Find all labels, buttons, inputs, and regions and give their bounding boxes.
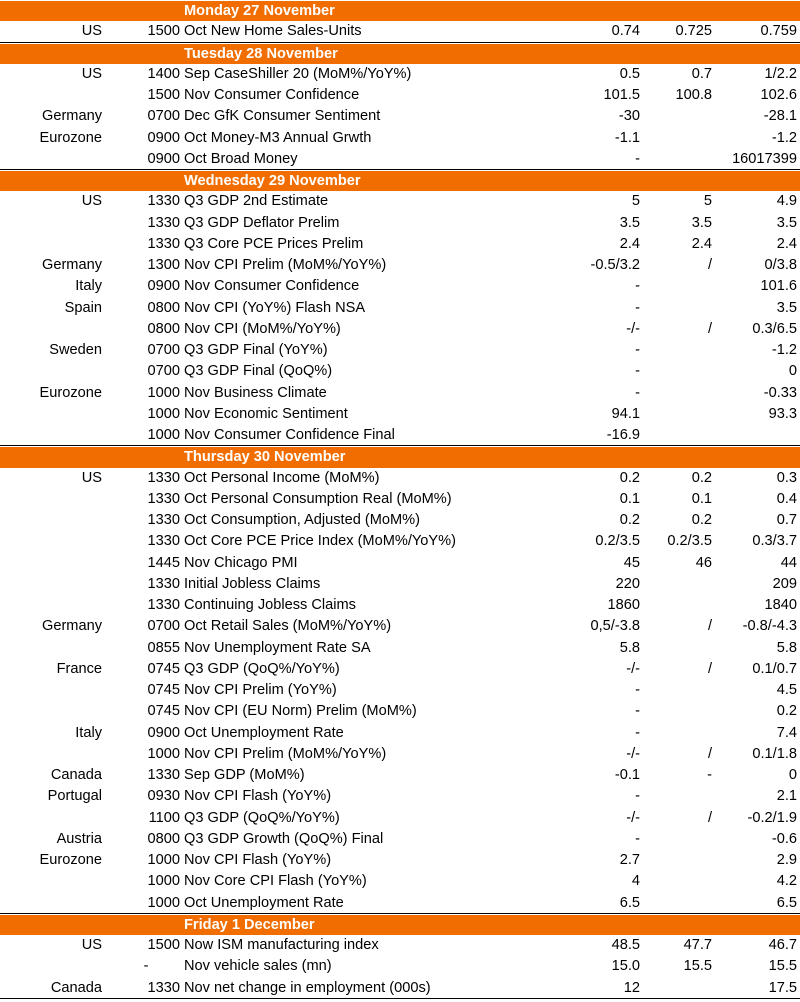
previous-cell: 16017399: [732, 150, 797, 167]
event-row: [0, 128, 800, 149]
event-cell: Oct Consumption, Adjusted (MoM%): [184, 512, 421, 528]
event-row: [0, 701, 800, 722]
time-cell: 1330: [147, 512, 180, 528]
forecast-cell: 2.4: [619, 235, 640, 252]
event-cell: Nov CPI Flash (YoY%): [184, 788, 332, 805]
event-row: [0, 553, 800, 574]
event-row: [0, 213, 800, 234]
forecast-cell: 12: [623, 979, 640, 996]
previous-cell: 102.6: [760, 87, 797, 103]
event-cell: Nov CPI (YoY%) Flash NSA: [184, 299, 366, 316]
time-cell: 1100: [148, 809, 180, 826]
previous-cell: 17.5: [768, 979, 797, 996]
event-row: [0, 276, 800, 297]
event-row: [0, 680, 800, 701]
previous-cell: 46.7: [768, 937, 797, 953]
forecast-cell: -0.1: [614, 767, 640, 783]
time-cell: 1330: [147, 979, 180, 996]
previous-cell: 0.3/6.5: [752, 320, 797, 337]
previous-cell: 44: [780, 554, 797, 571]
forecast-cell: -: [635, 384, 640, 401]
time-cell: 1330: [147, 214, 180, 231]
previous-cell: 0.1/0.7: [752, 660, 797, 677]
event-cell: Nov Core CPI Flash (YoY%): [184, 873, 367, 890]
time-cell: 1500: [147, 23, 180, 40]
event-row: [0, 744, 800, 765]
time-cell: 0745: [147, 660, 180, 677]
consensus-cell: 0.2: [691, 512, 712, 528]
country-cell: Portugal: [47, 788, 102, 805]
time-cell: 0800: [147, 320, 180, 337]
event-row: [0, 64, 800, 85]
time-cell: 1000: [147, 745, 180, 762]
event-cell: Oct Personal Income (MoM%): [184, 469, 380, 486]
previous-cell: 4.5: [776, 682, 797, 698]
time-cell: 0700: [147, 618, 180, 635]
previous-cell: 15.5: [768, 958, 797, 975]
time-cell: -: [143, 958, 149, 975]
time-cell: 1400: [147, 65, 180, 82]
event-cell: Dec GfK Consumer Sentiment: [184, 108, 381, 125]
event-row: [0, 85, 800, 106]
previous-cell: 7.4: [776, 724, 797, 741]
country-cell: Italy: [75, 724, 102, 741]
event-cell: Q3 GDP Growth (QoQ%) Final: [184, 830, 384, 847]
consensus-cell: 0.2: [691, 469, 712, 486]
event-row: [0, 893, 800, 914]
previous-cell: -1.2: [771, 342, 797, 358]
forecast-cell: 94.1: [611, 405, 640, 422]
event-cell: Oct New Home Sales-Units: [184, 23, 362, 40]
time-cell: 1000: [147, 873, 180, 890]
country-cell: Canada: [50, 767, 102, 783]
forecast-cell: 220: [615, 575, 640, 592]
time-cell: 0700: [147, 342, 180, 358]
day-header: Thursday 30 November: [0, 446, 800, 467]
time-cell: 0800: [147, 299, 180, 316]
previous-cell: 0.3: [776, 469, 797, 486]
event-cell: Nov CPI Flash (YoY%): [184, 852, 332, 868]
time-cell: 1330: [147, 469, 180, 486]
event-row: [0, 808, 800, 829]
day-section: [0, 446, 800, 914]
previous-cell: 2.9: [776, 852, 797, 868]
event-row: [0, 638, 800, 659]
event-row: [0, 404, 800, 425]
forecast-cell: 0.5: [619, 65, 640, 82]
time-cell: 1000: [147, 384, 180, 401]
event-row: [0, 149, 800, 170]
event-row: [0, 191, 800, 212]
time-cell: 1300: [147, 257, 180, 273]
time-cell: 1000: [147, 405, 180, 422]
forecast-cell: -/-: [626, 320, 640, 337]
time-cell: 0930: [147, 788, 180, 805]
country-cell: Eurozone: [39, 852, 102, 868]
previous-cell: -1.2: [771, 129, 797, 146]
event-cell: Nov net change in employment (000s): [184, 979, 431, 996]
consensus-cell: 47.7: [683, 937, 712, 953]
consensus-cell: -: [707, 767, 712, 783]
event-cell: Nov CPI Prelim (YoY%): [184, 682, 337, 698]
forecast-cell: 0.74: [611, 23, 640, 40]
previous-cell: 0.7: [776, 512, 797, 528]
event-row: [0, 956, 800, 977]
event-cell: Sep CaseShiller 20 (MoM%/YoY%): [184, 65, 412, 82]
forecast-cell: 0.2: [619, 512, 640, 528]
forecast-cell: -/-: [626, 660, 640, 677]
previous-cell: 4.9: [776, 193, 797, 210]
time-cell: 0700: [147, 108, 180, 125]
event-cell: Nov CPI Prelim (MoM%/YoY%): [184, 257, 387, 273]
time-cell: 1330: [147, 575, 180, 592]
event-cell: Nov Chicago PMI: [184, 554, 298, 571]
event-row: [0, 298, 800, 319]
time-cell: 1500: [147, 937, 180, 953]
previous-cell: 0: [788, 363, 797, 380]
forecast-cell: -0.5/3.2: [590, 257, 640, 273]
previous-cell: 0/3.8: [764, 257, 797, 273]
event-cell: Sep GDP (MoM%): [184, 767, 305, 783]
previous-cell: 1/2.2: [764, 65, 797, 82]
day-section: [0, 0, 800, 43]
event-row: [0, 574, 800, 595]
forecast-cell: -: [635, 363, 640, 380]
forecast-cell: 2.7: [619, 852, 640, 868]
time-cell: 1330: [147, 767, 180, 783]
previous-cell: 5.8: [776, 639, 797, 656]
day-header: Monday 27 November: [0, 0, 800, 21]
forecast-cell: 0,5/-3.8: [590, 618, 640, 635]
consensus-cell: 100.8: [675, 87, 712, 103]
previous-cell: -0.8/-4.3: [742, 618, 797, 635]
time-cell: 1330: [147, 597, 180, 613]
consensus-cell: /: [707, 257, 712, 273]
event-row: [0, 595, 800, 616]
consensus-cell: 5: [703, 193, 712, 210]
time-cell: 0900: [147, 724, 180, 741]
previous-cell: -0.2/1.9: [747, 809, 797, 826]
event-row: [0, 383, 800, 404]
event-cell: Nov CPI Prelim (MoM%/YoY%): [184, 745, 387, 762]
country-cell: US: [81, 65, 102, 82]
forecast-cell: -16.9: [606, 427, 640, 443]
time-cell: 0745: [147, 682, 180, 698]
forecast-cell: 15.0: [611, 958, 640, 975]
day-header: Wednesday 29 November: [0, 170, 800, 191]
previous-cell: 0: [788, 767, 797, 783]
country-cell: Austria: [56, 830, 102, 847]
event-cell: Nov Business Climate: [184, 384, 327, 401]
previous-cell: 93.3: [768, 405, 797, 422]
consensus-cell: 15.5: [683, 958, 712, 975]
forecast-cell: -30: [618, 108, 640, 125]
forecast-cell: -: [635, 682, 640, 698]
previous-cell: 101.6: [760, 278, 797, 295]
country-cell: US: [81, 937, 102, 953]
time-cell: 1000: [147, 894, 180, 911]
event-row: [0, 850, 800, 871]
event-row: [0, 935, 800, 956]
previous-cell: 0.759: [760, 23, 797, 40]
consensus-cell: /: [707, 809, 712, 826]
event-row: [0, 21, 800, 42]
time-cell: 0900: [147, 278, 180, 295]
day-section: [0, 43, 800, 171]
event-row: [0, 723, 800, 744]
country-cell: US: [81, 469, 102, 486]
forecast-cell: -/-: [626, 745, 640, 762]
forecast-cell: 5.8: [619, 639, 640, 656]
event-cell: Q3 GDP (QoQ%/YoY%): [184, 809, 340, 826]
event-cell: Oct Personal Consumption Real (MoM%): [184, 490, 452, 507]
event-cell: Q3 GDP Deflator Prelim: [184, 214, 340, 231]
consensus-cell: 3.5: [691, 214, 712, 231]
event-row: [0, 340, 800, 361]
event-row: [0, 871, 800, 892]
country-cell: US: [81, 23, 102, 40]
event-cell: Oct Core PCE Price Index (MoM%/YoY%): [184, 533, 456, 550]
event-cell: Nov Consumer Confidence: [184, 278, 360, 295]
event-cell: Q3 GDP Final (QoQ%): [184, 363, 333, 380]
country-cell: France: [56, 660, 102, 677]
forecast-cell: 0.2: [619, 469, 640, 486]
event-row: [0, 234, 800, 255]
day-section: [0, 914, 800, 999]
event-row: [0, 468, 800, 489]
previous-cell: 3.5: [776, 299, 797, 316]
event-cell: Q3 GDP Final (YoY%): [184, 342, 328, 358]
consensus-cell: /: [707, 660, 712, 677]
time-cell: 1000: [147, 852, 180, 868]
previous-cell: -28.1: [763, 108, 797, 125]
forecast-cell: -: [635, 788, 640, 805]
day-header: Friday 1 December: [0, 914, 800, 935]
consensus-cell: 0.725: [675, 23, 712, 40]
event-row: [0, 616, 800, 637]
country-cell: Germany: [41, 108, 102, 125]
event-row: [0, 319, 800, 340]
country-cell: Italy: [75, 278, 102, 295]
previous-cell: -0.6: [771, 830, 797, 847]
time-cell: 1330: [147, 533, 180, 550]
country-cell: Sweden: [49, 342, 102, 358]
forecast-cell: 0.2/3.5: [595, 533, 640, 550]
time-cell: 0900: [147, 150, 180, 167]
previous-cell: 4.2: [776, 873, 797, 890]
event-cell: Nov vehicle sales (mn): [184, 958, 332, 975]
event-row: [0, 361, 800, 382]
event-cell: Now ISM manufacturing index: [184, 937, 379, 953]
country-cell: Germany: [41, 618, 102, 635]
event-cell: Q3 Core PCE Prices Prelim: [184, 235, 364, 252]
event-cell: Nov Unemployment Rate SA: [184, 639, 371, 656]
previous-cell: 0.4: [776, 490, 797, 507]
forecast-cell: -: [635, 150, 640, 167]
forecast-cell: -: [635, 830, 640, 847]
event-cell: Oct Unemployment Rate: [184, 894, 344, 911]
time-cell: 0745: [147, 703, 180, 720]
time-cell: 0855: [147, 639, 180, 656]
event-cell: Oct Retail Sales (MoM%/YoY%): [184, 618, 392, 635]
event-cell: Nov Economic Sentiment: [184, 405, 348, 422]
consensus-cell: /: [707, 745, 712, 762]
event-cell: Q3 GDP (QoQ%/YoY%): [184, 660, 340, 677]
forecast-cell: 6.5: [619, 894, 640, 911]
event-row: [0, 425, 800, 446]
event-cell: Nov Consumer Confidence: [184, 87, 360, 103]
forecast-cell: 4: [631, 873, 640, 890]
forecast-cell: 45: [623, 554, 640, 571]
country-cell: Canada: [50, 979, 102, 996]
event-row: [0, 978, 800, 999]
previous-cell: 0.2: [776, 703, 797, 720]
event-cell: Nov Consumer Confidence Final: [184, 427, 395, 443]
previous-cell: -0.33: [763, 384, 797, 401]
country-cell: Eurozone: [39, 129, 102, 146]
time-cell: 0900: [147, 129, 180, 146]
previous-cell: 2.4: [776, 235, 797, 252]
event-cell: Oct Unemployment Rate: [184, 724, 344, 741]
consensus-cell: 0.7: [691, 65, 712, 82]
previous-cell: 0.1/1.8: [752, 745, 797, 762]
event-row: [0, 510, 800, 531]
time-cell: 0800: [147, 830, 180, 847]
previous-cell: 1840: [764, 597, 797, 613]
day-header: Tuesday 28 November: [0, 43, 800, 64]
country-cell: Eurozone: [39, 384, 102, 401]
country-cell: Germany: [41, 257, 102, 273]
forecast-cell: 0.1: [619, 490, 640, 507]
time-cell: 1500: [147, 87, 180, 103]
time-cell: 1445: [147, 554, 180, 571]
forecast-cell: 48.5: [611, 937, 640, 953]
time-cell: 1000: [147, 427, 180, 443]
event-cell: Continuing Jobless Claims: [184, 597, 356, 613]
consensus-cell: 0.1: [691, 490, 712, 507]
forecast-cell: -: [635, 342, 640, 358]
event-row: [0, 829, 800, 850]
time-cell: 1330: [147, 193, 180, 210]
forecast-cell: -: [635, 703, 640, 720]
event-cell: Oct Broad Money: [184, 150, 298, 167]
previous-cell: 6.5: [776, 894, 797, 911]
forecast-cell: 101.5: [603, 87, 640, 103]
country-cell: Spain: [64, 299, 102, 316]
consensus-cell: 2.4: [691, 235, 712, 252]
consensus-cell: 46: [695, 554, 712, 571]
country-cell: US: [81, 193, 102, 210]
consensus-cell: /: [707, 618, 712, 635]
consensus-cell: 0.2/3.5: [667, 533, 712, 550]
event-cell: Initial Jobless Claims: [184, 575, 321, 592]
forecast-cell: -: [635, 278, 640, 295]
event-row: [0, 659, 800, 680]
day-section: [0, 170, 800, 446]
event-cell: Nov CPI (MoM%/YoY%): [184, 320, 341, 337]
consensus-cell: /: [707, 320, 712, 337]
time-cell: 0700: [147, 363, 180, 380]
previous-cell: 3.5: [776, 214, 797, 231]
forecast-cell: 1860: [607, 597, 640, 613]
event-row: [0, 765, 800, 786]
event-cell: Q3 GDP 2nd Estimate: [184, 193, 329, 210]
event-cell: Oct Money-M3 Annual Grwth: [184, 129, 372, 146]
forecast-cell: -: [635, 724, 640, 741]
forecast-cell: 3.5: [619, 214, 640, 231]
previous-cell: 209: [772, 575, 797, 592]
previous-cell: 2.1: [776, 788, 797, 805]
event-row: [0, 255, 800, 276]
event-row: [0, 786, 800, 807]
event-cell: Nov CPI (EU Norm) Prelim (MoM%): [184, 703, 417, 720]
previous-cell: 0.3/3.7: [752, 533, 797, 550]
forecast-cell: 5: [631, 193, 640, 210]
time-cell: 1330: [147, 490, 180, 507]
event-row: [0, 489, 800, 510]
forecast-cell: -/-: [626, 809, 640, 826]
forecast-cell: -1.1: [614, 129, 640, 146]
forecast-cell: -: [635, 299, 640, 316]
event-row: [0, 106, 800, 127]
event-row: [0, 531, 800, 552]
time-cell: 1330: [147, 235, 180, 252]
